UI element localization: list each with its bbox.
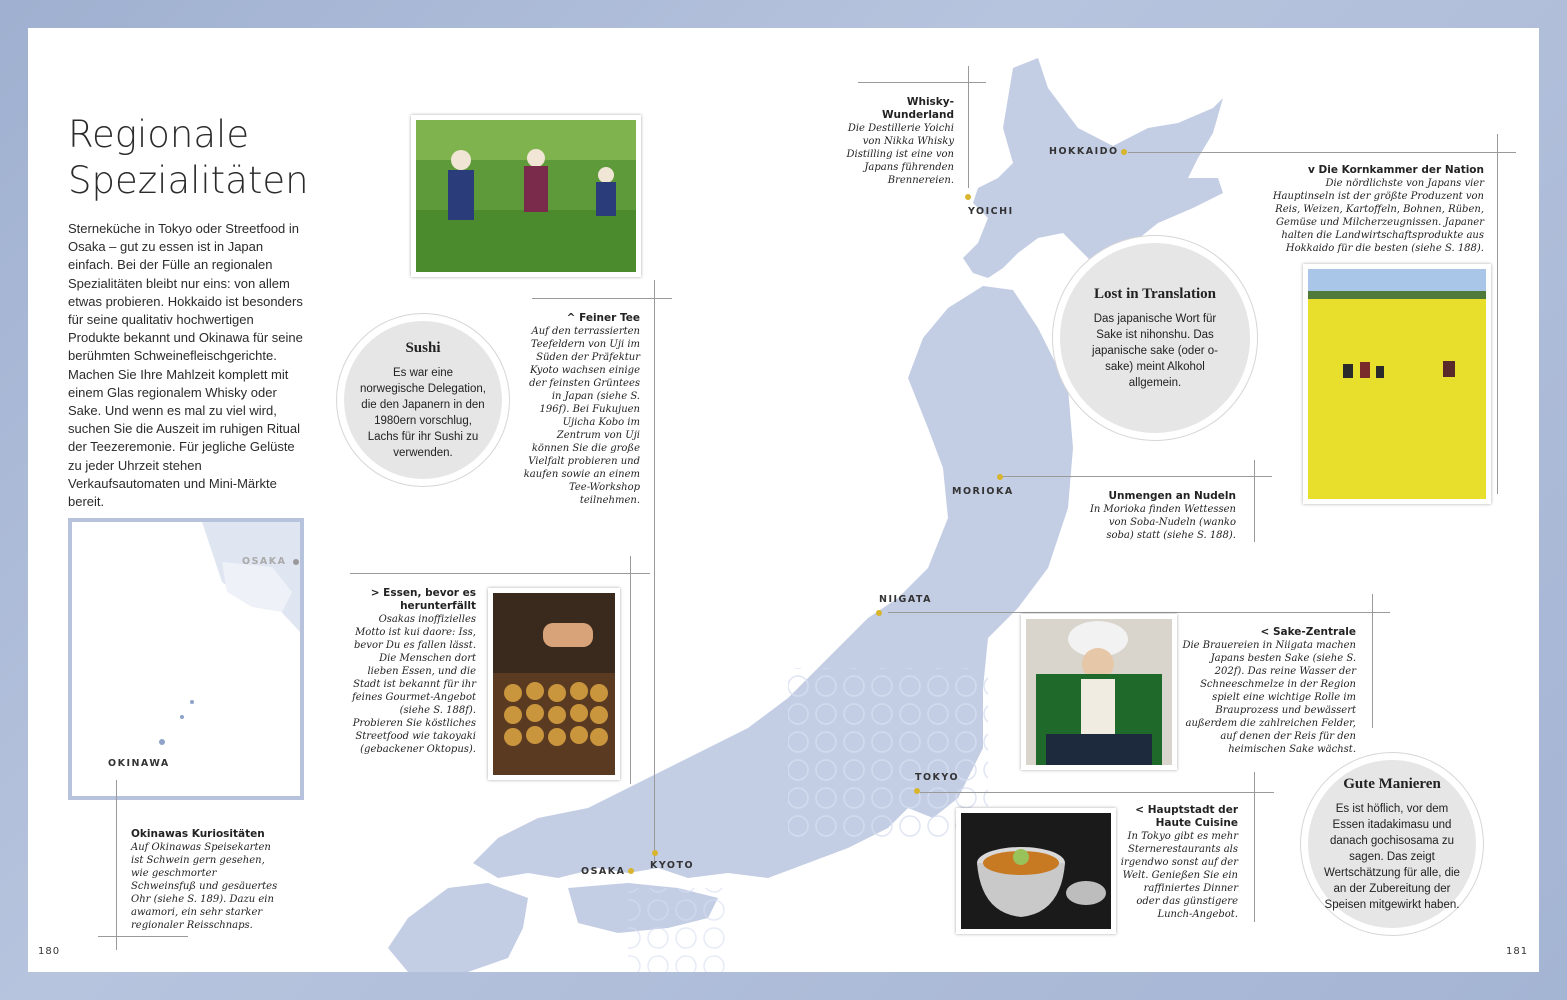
spread xyxy=(28,28,1539,972)
sushi-title: Sushi xyxy=(405,339,441,356)
kornkammer-body: Die nördlichste von Japans vier Hauptinseln ist der größte Produzent von Reis, Weizen, Kartoffeln, Bohnen, Rüben, Gemüse und Milcherzeugnissen. Japaner halten die Landwirtschaftsprodukte aus Hokkaido für die besten (siehe S. 188). xyxy=(1272,178,1484,254)
leader-line xyxy=(1128,152,1516,153)
city-dot-yoichi xyxy=(965,194,971,200)
page-title: Regionale Spezialitäten xyxy=(68,113,309,202)
leader-line xyxy=(920,792,1274,793)
leader-line xyxy=(116,780,117,950)
city-dot-osaka xyxy=(628,868,634,874)
tee-title: ^ Feiner Tee xyxy=(566,312,640,324)
leader-line xyxy=(1497,134,1498,494)
leader-line xyxy=(858,82,986,83)
haupt-note xyxy=(1120,804,1238,921)
city-dot-kyoto xyxy=(652,850,658,856)
leader-line xyxy=(968,66,969,188)
haupt-body: In Tokyo gibt es mehr Sternerestaurants als irgendwo sonst auf der Welt. Genießen Sie ein raffiniertes Dinner oder das günstigere Lunch-Angebot. xyxy=(1120,831,1238,920)
lost-in-translation-circle xyxy=(1060,243,1250,433)
sushi-info-circle xyxy=(344,321,502,479)
sake-body: Die Brauereien in Niigata machen Japans besten Sake (siehe S. 202f). Das reine Wasser der Schneeschmelze in der Region spielt eine wichtige Rolle im Brauprozess und bewässert außerdem die zahlreichen Felder, auf denen der Reis für den heimischen Sake wächst. xyxy=(1182,640,1356,755)
leader-line xyxy=(1372,594,1373,728)
inset-city-osaka: OSAKA xyxy=(242,556,287,567)
leader-line xyxy=(888,612,1390,613)
hokkaido-island xyxy=(963,58,1223,278)
leader-line xyxy=(350,573,650,574)
kyushu-island xyxy=(388,883,528,972)
tee-note xyxy=(522,312,640,507)
nudeln-body: In Morioka finden Wettessen von Soba-Nudeln (wanko soba) statt (siehe S. 188). xyxy=(1089,504,1236,541)
rapeseed-field-photo xyxy=(1303,264,1491,504)
leader-line xyxy=(1254,772,1255,922)
city-label-hokkaido: HOKKAIDO xyxy=(1049,146,1119,157)
leader-line xyxy=(1254,460,1255,542)
leader-line xyxy=(1000,476,1272,477)
okinawa-inset-map xyxy=(68,518,304,800)
essen-title: > Essen, bevor es herunterfällt xyxy=(370,587,476,612)
haupt-title: < Hauptstadt der Haute Cuisine xyxy=(1135,804,1238,829)
gute-manieren-circle xyxy=(1308,760,1476,928)
leader-line xyxy=(630,556,631,784)
city-label-osaka: OSAKA xyxy=(581,866,626,877)
nudeln-note xyxy=(1080,490,1236,542)
manieren-body: Es ist höflich, vor dem Essen itadakimasu und danach gochisosama zu sagen. Das zeigt Wertschätzung für alle, die an der Zubereitung der Speisen mitgewirkt haben. xyxy=(1324,802,1460,911)
leader-line xyxy=(98,936,188,937)
leader-line xyxy=(654,280,655,864)
city-label-tokyo: TOKYO xyxy=(915,772,960,783)
city-dot-tokyo xyxy=(914,788,920,794)
page-number-right: 181 xyxy=(1506,946,1529,957)
city-dot-niigata xyxy=(876,610,882,616)
inset-city-okinawa: OKINAWA xyxy=(108,758,170,769)
okinawa-title: Okinawas Kuriositäten xyxy=(131,828,265,840)
kornkammer-note xyxy=(1268,164,1484,255)
okinawa-note xyxy=(131,828,281,932)
tee-body: Auf den terrassierten Teefeldern von Uji im Süden der Präfektur Kyoto wachsen einige der feinsten Grüntees in Japan (siehe S. 196f). Bei Fukujuen Ujicha Kobo im Zentrum von Uji können Sie die große Vielfalt probieren und kaufen sowie an einem Tee-Workshop teilnehmen. xyxy=(523,326,640,506)
takoyaki-photo xyxy=(488,588,620,780)
essen-body: Osakas inoffizielles Motto ist kui daore: Iss, bevor Du es fallen lässt. Die Menschen dort lieben Essen, und die Stadt ist bekannt für ihr feines Gourmet-Angebot (siehe S. 188f). Probieren Sie köstliches Streetfood wie takoyaki (gebackener Oktopus). xyxy=(352,614,476,755)
okinawa-body: Auf Okinawas Speisekarten ist Schwein gern gesehen, wie geschmorter Schweinsfuß und gesäuertes Ohr (siehe S. 189). Dazu ein awamori, ein sehr starker regionaler Reisschnaps. xyxy=(131,842,278,931)
essen-note xyxy=(350,587,476,756)
sake-brewer-photo xyxy=(1021,614,1177,770)
sake-note xyxy=(1178,626,1356,756)
city-label-morioka: MORIOKA xyxy=(952,486,1014,497)
intro-text: Sterneküche in Tokyo oder Streetfood in Osaka – gut zu essen ist in Japan einfach. Bei der Fülle an regionalen Spezialitäten bleibt nur eins: von allem etwas probieren. Hokkaido ist besonders für seine qualitativ hochwertigen Produkte bekannt und Okinawa für seine berühmten Schweinefleischgerichte. Machen Sie Ihre Mahlzeit komplett mit einem Glas regionalem Whisky oder Sake. Und wenn es mal zu viel wird, suchen Sie die Auszeit im ruhigen Ritual der Teezeremonie. Für jegliche Gelüste zu jeder Uhrzeit stehen Verkaufsautomaten und Mini-Märkte bereit. xyxy=(68,221,303,510)
lost-body: Das japanische Wort für Sake ist nihonshu. Das japanische sake (oder o-sake) meint Alkohol allgemein. xyxy=(1092,312,1218,389)
city-dot-hokkaido xyxy=(1121,149,1127,155)
city-dot-morioka xyxy=(997,474,1003,480)
city-label-niigata: NIIGATA xyxy=(879,594,933,605)
manieren-title: Gute Manieren xyxy=(1343,775,1441,792)
city-label-kyoto: KYOTO xyxy=(650,860,695,871)
sushi-body: Es war eine norwegische Delegation, die den Japanern in den 1980ern vorschlug, Lachs für ihr Sushi zu verwenden. xyxy=(360,366,486,459)
lost-title: Lost in Translation xyxy=(1094,285,1216,302)
dish-photo xyxy=(956,808,1116,934)
whisky-body: Die Destillerie Yoichi von Nikka Whisky Distilling ist eine von Japans führenden Brennereien. xyxy=(846,123,954,186)
whisky-note xyxy=(838,96,954,187)
nudeln-title: Unmengen an Nudeln xyxy=(1108,490,1236,502)
city-label-yoichi: YOICHI xyxy=(968,206,1014,217)
leader-line xyxy=(532,298,672,299)
kornkammer-title: v Die Kornkammer der Nation xyxy=(1308,164,1484,176)
tea-field-photo xyxy=(411,115,641,277)
sake-title: < Sake-Zentrale xyxy=(1260,626,1356,638)
whisky-title: Whisky-Wunderland xyxy=(881,96,954,121)
page-number-left: 180 xyxy=(38,946,61,957)
